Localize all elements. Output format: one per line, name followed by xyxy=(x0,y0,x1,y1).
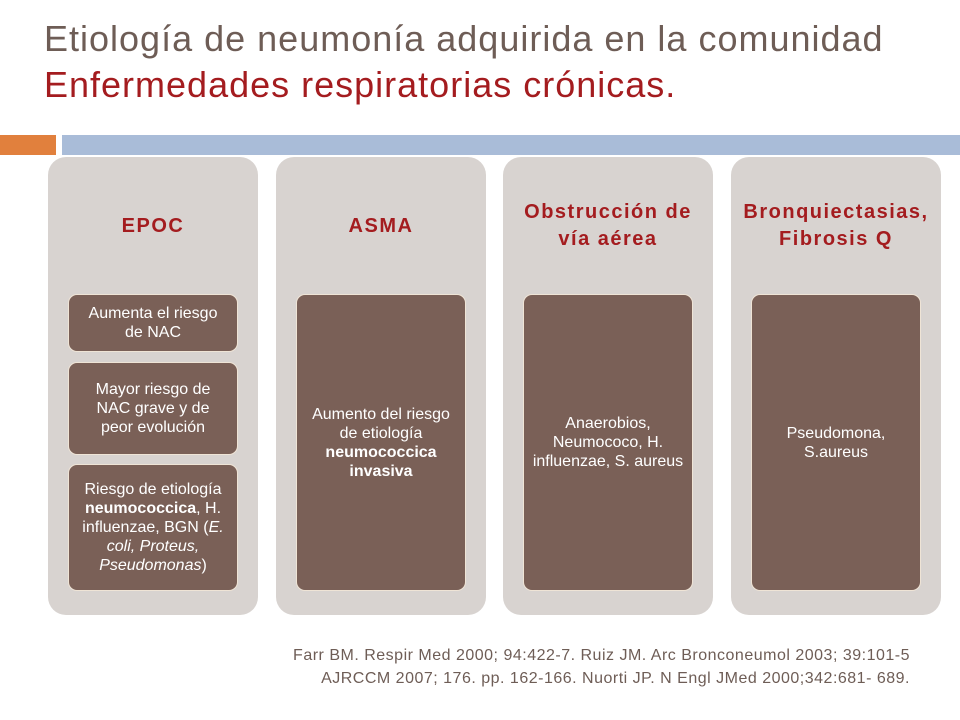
text-segment: ) xyxy=(201,557,207,574)
finding-text xyxy=(80,480,227,575)
finding-text xyxy=(80,380,227,437)
finding-box xyxy=(296,294,466,591)
column-header xyxy=(503,179,713,273)
column-header-label: Bronquiectasias, Fibrosis Q xyxy=(743,201,929,250)
text-segment-italic: E. coli, Proteus, Pseudomonas xyxy=(99,519,224,574)
finding-text xyxy=(80,304,227,342)
slide-title xyxy=(44,16,884,108)
column-header xyxy=(731,179,941,273)
reference-line: AJRCCM 2007; 176. pp. 162-166. Nuorti JP. N Engl JMed 2000;342:681- 689. xyxy=(321,670,910,687)
column-obstruccion xyxy=(503,157,713,615)
text-segment: Aumenta el riesgo de NAC xyxy=(88,305,218,341)
finding-box xyxy=(523,294,693,591)
finding-box xyxy=(68,294,238,352)
finding-box xyxy=(68,362,238,455)
finding-text xyxy=(528,414,689,471)
text-segment: Aumento del riesgo de etiología xyxy=(312,405,450,442)
slide-subtitle: Enfermedades respiratorias crónicas. xyxy=(44,64,677,105)
text-segment: Riesgo de etiología xyxy=(84,481,222,498)
column-asma xyxy=(276,157,486,615)
column-bronquiectasias xyxy=(731,157,941,615)
column-epoc xyxy=(48,157,258,615)
text-segment: Pseudomona, S.aureus xyxy=(786,424,886,461)
finding-text xyxy=(763,424,910,462)
text-segment: Mayor riesgo de NAC grave y de peor evolución xyxy=(95,381,211,436)
finding-box xyxy=(68,464,238,591)
reference-line: Farr BM. Respir Med 2000; 94:422-7. Ruiz JM. Arc Bronconeumol 2003; 39:101-5 xyxy=(293,647,910,664)
text-segment-bold: neumococcica xyxy=(84,500,197,517)
accent-bar-blue xyxy=(62,135,960,155)
accent-bar-orange xyxy=(0,135,56,155)
text-segment-bold: neumococcica invasiva xyxy=(325,443,437,480)
text-segment: Anaerobios, Neumococo, H. influenzae, S. aureus xyxy=(532,415,684,470)
column-header-label: Obstrucción de vía aérea xyxy=(524,201,692,250)
finding-box xyxy=(751,294,921,591)
column-header xyxy=(276,179,486,273)
finding-text xyxy=(308,405,455,481)
column-header-label: EPOC xyxy=(121,214,185,237)
column-header xyxy=(48,179,258,273)
text-segment: , H. influenzae, BGN ( xyxy=(82,500,222,536)
smartart-diagram xyxy=(48,157,941,615)
references xyxy=(293,644,910,690)
column-header-label: ASMA xyxy=(348,214,414,237)
slide-title-line: Etiología de neumonía adquirida en la comunidad xyxy=(44,18,884,59)
